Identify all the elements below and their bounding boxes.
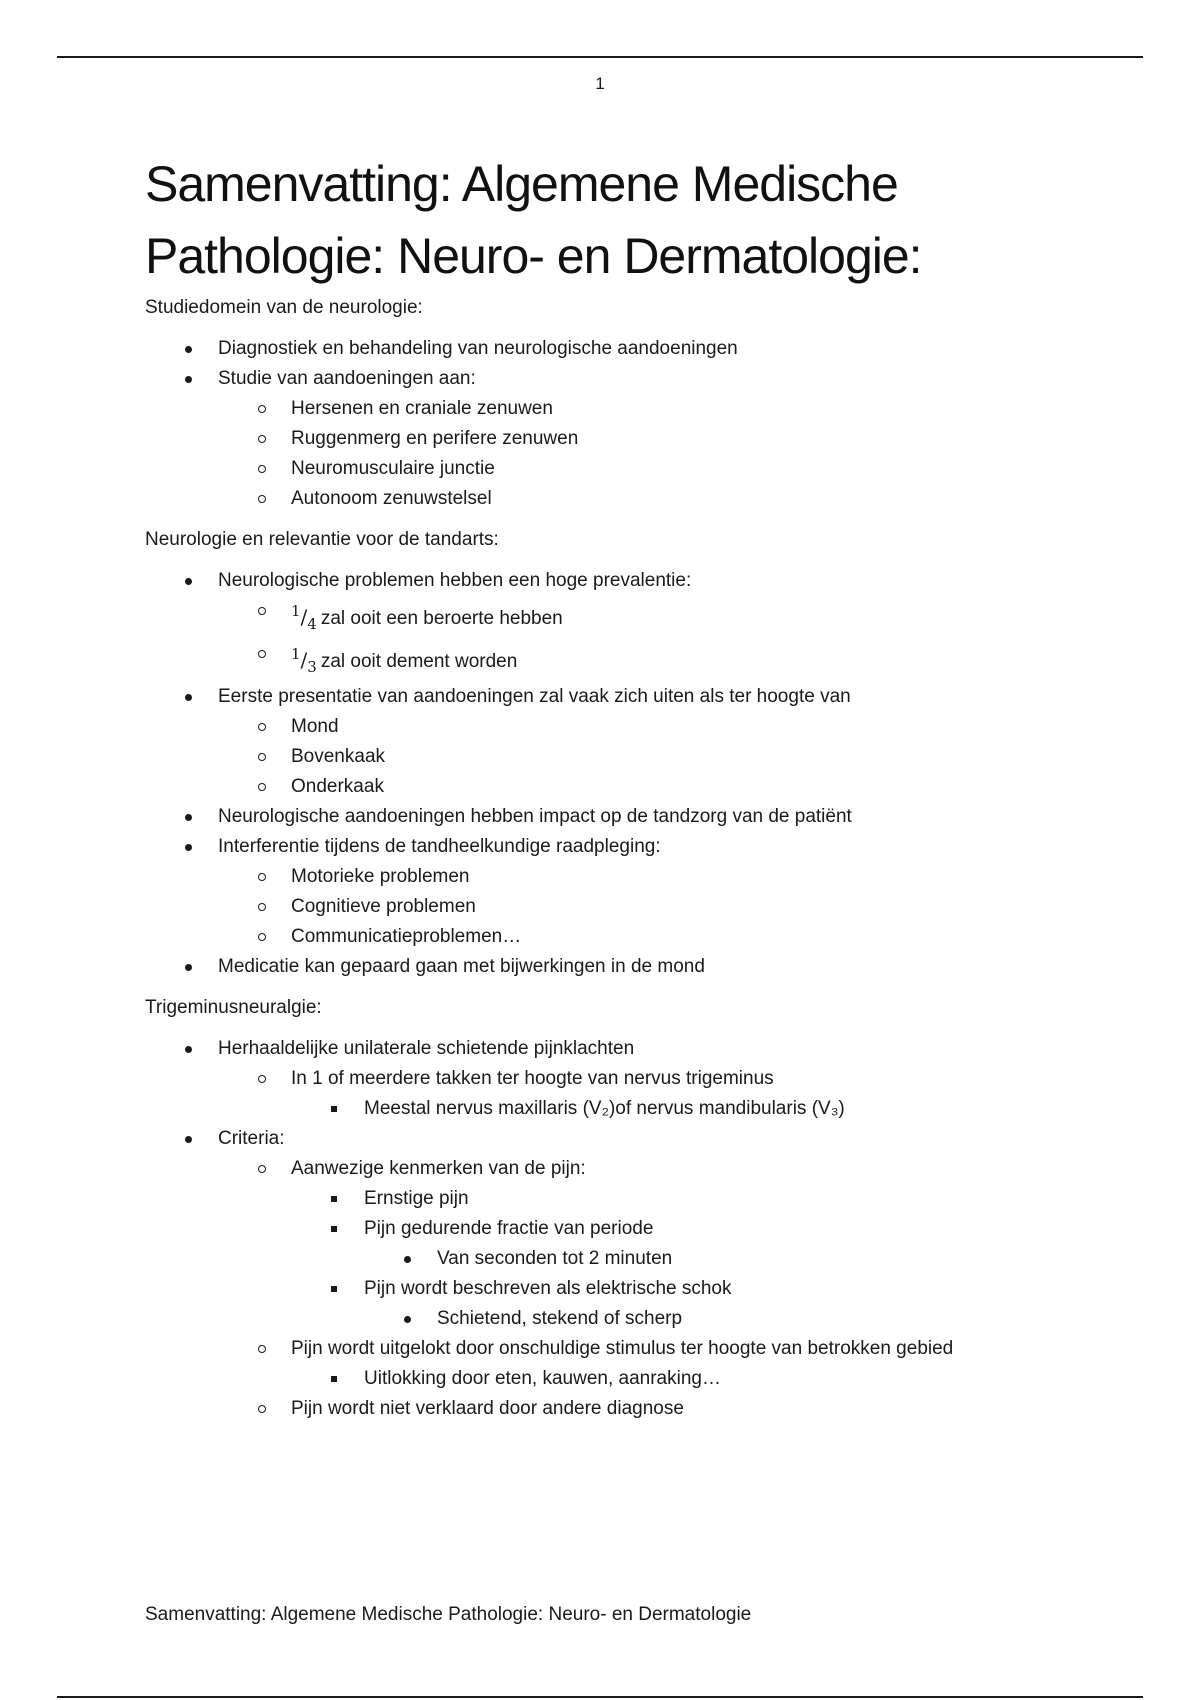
electric-sublist <box>364 1304 1105 1334</box>
prevalentie-sublist <box>218 596 1105 682</box>
list-item: Bovenkaak <box>218 742 1105 772</box>
list-item: Pijn wordt uitgelokt door onschuldige stimulus ter hoogte van betrokken gebied Uitlokking door eten, kauwen, aanraking… <box>218 1334 1105 1394</box>
list-item: In 1 of meerdere takken ter hoogte van nervus trigeminus Meestal nervus maxillaris (V₂)of nervus mandibularis (V₃) <box>218 1064 1105 1124</box>
list-item: Eerste presentatie van aandoeningen zal vaak zich uiten als ter hoogte van Mond Bovenkaak Onderkaak <box>145 682 1105 802</box>
list-item: Ernstige pijn <box>291 1184 1105 1214</box>
duration-sublist <box>364 1244 1105 1274</box>
studiedomein-list <box>145 334 1105 514</box>
list-item: Medicatie kan gepaard gaan met bijwerkingen in de mond <box>145 952 1105 982</box>
section-heading-relevantie: Neurologie en relevantie voor de tandarts: <box>145 529 499 550</box>
list-item: Neurologische aandoeningen hebben impact op de tandzorg van de patiënt <box>145 802 1105 832</box>
list-item: Pijn wordt beschreven als elektrische schok Schietend, stekend of scherp <box>291 1274 1105 1334</box>
list-item: Schietend, stekend of scherp <box>364 1304 1105 1334</box>
list-item: $^1/_3$ zal ooit dement worden <box>218 639 1105 682</box>
page-title <box>145 148 1105 292</box>
list-item: Diagnostiek en behandeling van neurologische aandoeningen <box>145 334 1105 364</box>
aandoeningen-sublist <box>218 394 1105 514</box>
locations-sublist <box>218 712 1105 802</box>
list-item: Ruggenmerg en perifere zenuwen <box>218 424 1105 454</box>
list-item: Motorieke problemen <box>218 862 1105 892</box>
list-item: Cognitieve problemen <box>218 892 1105 922</box>
title-line-1: Samenvatting: Algemene Medische <box>145 156 898 212</box>
header-rule <box>57 56 1143 58</box>
list-item: Criteria: Aanwezige kenmerken van de pijn: Ernstige pijn Pijn gedurende fractie van periode Van seconden tot 2 minuten Pijn wordt beschreven als elektrische schok Schietend, stekend of scherp Pijn wordt uitgelokt door onschuldige stimulus ter hoogte van betrokken gebied Uitlokking door eten, kauwen, aanraking… Pijn wordt niet verklaard door andere diagnose <box>145 1124 1105 1424</box>
list-item: Uitlokking door eten, kauwen, aanraking… <box>291 1364 1105 1394</box>
list-item: Neurologische problemen hebben een hoge prevalentie: $^1/_4$ zal ooit een beroerte hebben $^1/_3$ zal ooit dement worden <box>145 566 1105 682</box>
list-item: Herhaaldelijke unilaterale schietende pijnklachten In 1 of meerdere takken ter hoogte van nervus trigeminus Meestal nervus maxillaris (V₂)of nervus mandibularis (V₃) <box>145 1034 1105 1124</box>
list-item: $^1/_4$ zal ooit een beroerte hebben <box>218 596 1105 639</box>
branches-detail-sublist <box>291 1094 1105 1124</box>
section-heading-studiedomein: Studiedomein van de neurologie: <box>145 297 423 318</box>
title-line-2: Pathologie: Neuro- en Dermatologie: <box>145 228 922 284</box>
trigger-sublist <box>291 1364 1105 1394</box>
list-item: Pijn gedurende fractie van periode Van seconden tot 2 minuten <box>291 1214 1105 1274</box>
relevantie-list <box>145 566 1105 982</box>
list-item: Aanwezige kenmerken van de pijn: Ernstige pijn Pijn gedurende fractie van periode Van seconden tot 2 minuten Pijn wordt beschreven als elektrische schok Schietend, stekend of scherp <box>218 1154 1105 1334</box>
list-item: Pijn wordt niet verklaard door andere diagnose <box>218 1394 1105 1424</box>
fraction-one-third: $^1/_3$ <box>291 645 317 676</box>
branches-sublist <box>218 1064 1105 1124</box>
document-body <box>145 148 1105 1438</box>
list-item: Studie van aandoeningen aan: Hersenen en craniale zenuwen Ruggenmerg en perifere zenuwen Neuromusculaire junctie Autonoom zenuwstelsel <box>145 364 1105 514</box>
section-heading-trigeminus: Trigeminusneuralgie: <box>145 997 322 1018</box>
list-item: Van seconden tot 2 minuten <box>364 1244 1105 1274</box>
fraction-one-quarter: $^1/_4$ <box>291 602 317 633</box>
trigeminus-list <box>145 1034 1105 1424</box>
criteria-sublist <box>218 1154 1105 1424</box>
footer-rule <box>57 1696 1143 1698</box>
interference-sublist <box>218 862 1105 952</box>
features-sublist <box>291 1184 1105 1334</box>
page-footer: Samenvatting: Algemene Medische Pathologie: Neuro- en Dermatologie <box>145 1604 752 1625</box>
list-item: Communicatieproblemen… <box>218 922 1105 952</box>
list-item: Onderkaak <box>218 772 1105 802</box>
list-item: Meestal nervus maxillaris (V₂)of nervus mandibularis (V₃) <box>291 1094 1105 1124</box>
list-item: Interferentie tijdens de tandheelkundige raadpleging: Motorieke problemen Cognitieve problemen Communicatieproblemen… <box>145 832 1105 952</box>
list-item: Hersenen en craniale zenuwen <box>218 394 1105 424</box>
list-item: Neuromusculaire junctie <box>218 454 1105 484</box>
list-item: Mond <box>218 712 1105 742</box>
page-number: 1 <box>595 74 605 93</box>
list-item: Autonoom zenuwstelsel <box>218 484 1105 514</box>
